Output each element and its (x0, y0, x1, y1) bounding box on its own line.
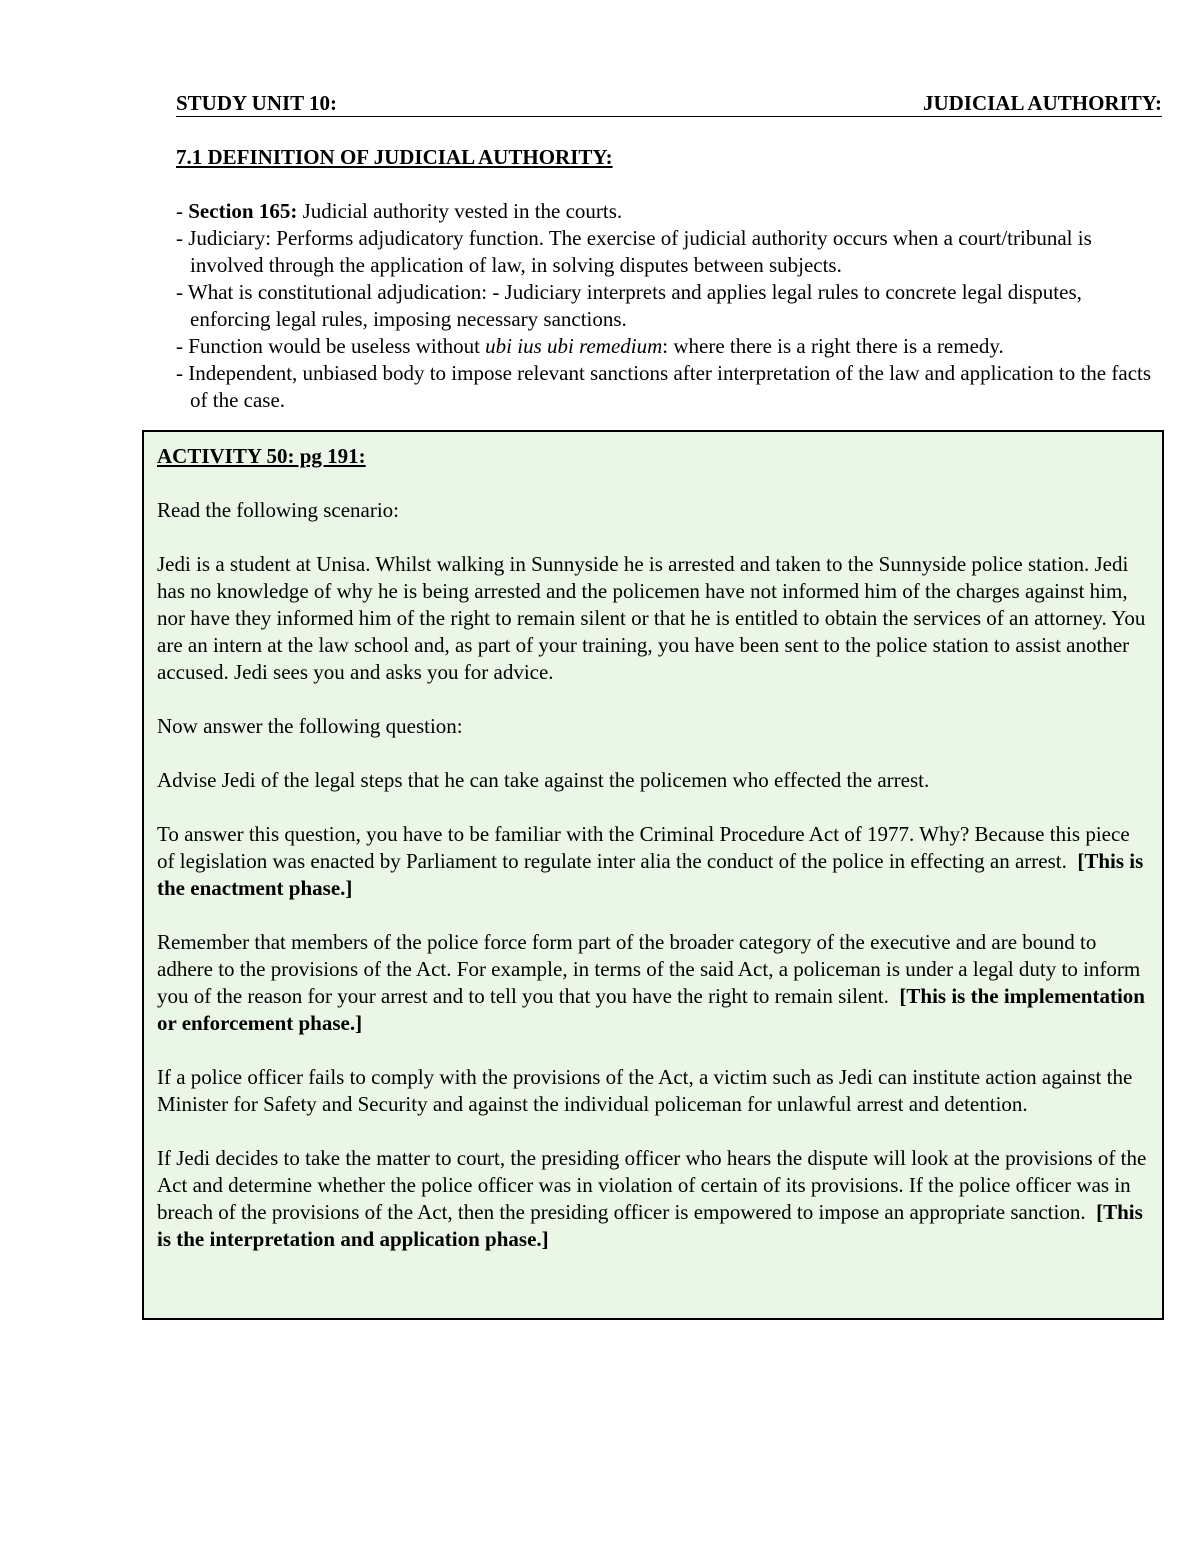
section-reference: Section 165: (188, 199, 298, 223)
answer-paragraph: If a police officer fails to comply with the provisions of the Act, a victim such as Jedi can institute action against the Minister for Safety and Security and against the individual policeman for unlawful arrest and detention. (157, 1065, 1133, 1116)
page-header (176, 90, 1162, 117)
activity-title: ACTIVITY 50: pg 191: (157, 444, 366, 468)
activity-box (142, 430, 1164, 1320)
answer-paragraph: Remember that members of the police force form part of the broader category of the executive and are bound to adhere to the provisions of the Act. For example, in terms of the said Act, a policeman is under a legal duty to inform you of the reason for your arrest and to tell you that you have the right to remain silent. [This is the implementation or enforcement phase.] (157, 930, 1145, 1035)
phase-label: [This is the implementation or enforcement phase.] (157, 984, 1145, 1035)
study-unit-label: STUDY UNIT 10: (176, 91, 338, 115)
bullet-item: - Function would be useless without ubi ius ubi remedium: where there is a right there is a remedy. (176, 334, 1004, 358)
latin-maxim: ubi ius ubi remedium (485, 334, 663, 358)
answer-paragraph: To answer this question, you have to be familiar with the Criminal Procedure Act of 1977. Why? Because this piece of legislation was enacted by Parliament to regulate inter alia the conduct of the police in effecting an arrest. [This is the enactment phase.] (157, 822, 1144, 900)
bullet-item: - What is constitutional adjudication: - Judiciary interprets and applies legal rules to concrete legal disputes, enforcing legal rules, imposing necessary sanctions. (176, 280, 1082, 331)
bullet-item: - Judiciary: Performs adjudicatory function. The exercise of judicial authority occurs when a court/tribunal is involved through the application of law, in solving disputes between subjects. (176, 226, 1092, 277)
unit-title: JUDICIAL AUTHORITY: (922, 91, 1162, 115)
bullet-item: - Section 165: Judicial authority vested in the courts. (176, 199, 623, 223)
activity-question-intro: Now answer the following question: (157, 714, 463, 738)
phase-label: [This is the interpretation and application phase.] (157, 1200, 1143, 1251)
activity-scenario: Jedi is a student at Unisa. Whilst walking in Sunnyside he is arrested and taken to the Sunnyside police station. Jedi has no knowledge of why he is being arrested and the policemen have not informed him of the charges against him, nor have they informed him of the right to remain silent or that he is entitled to obtain the services of an attorney. You are an intern at the law school and, as part of your training, you have been sent to the police station to assist another accused. Jedi sees you and asks you for advice. (157, 552, 1146, 684)
activity-intro: Read the following scenario: (157, 498, 400, 522)
definition-bullet-list (176, 198, 1166, 414)
section-heading: 7.1 DEFINITION OF JUDICIAL AUTHORITY: (176, 145, 613, 169)
answer-paragraph: If Jedi decides to take the matter to court, the presiding officer who hears the dispute will look at the provisions of the Act and determine whether the police officer was in violation of certain of its provisions. If the police officer was in breach of the provisions of the Act, then the presiding officer is empowered to impose an appropriate sanction. [This is the interpretation and application phase.] (157, 1146, 1147, 1251)
activity-question: Advise Jedi of the legal steps that he can take against the policemen who effected the arrest. (157, 768, 930, 792)
phase-label: [This is the enactment phase.] (157, 849, 1144, 900)
bullet-item: - Independent, unbiased body to impose relevant sanctions after interpretation of the law and application to the facts of the case. (176, 361, 1152, 412)
